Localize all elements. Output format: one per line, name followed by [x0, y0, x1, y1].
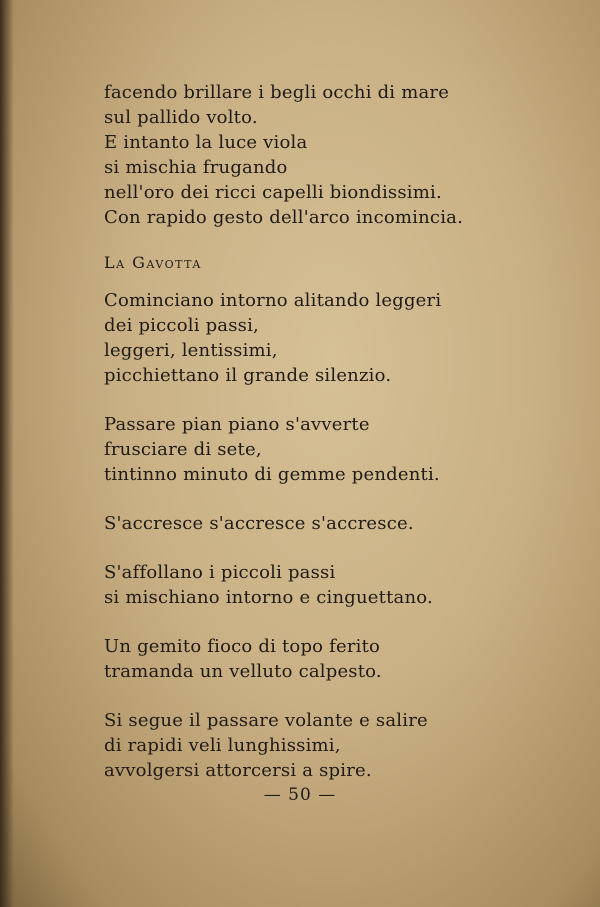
verse-line: tramanda un velluto calpesto. [104, 661, 382, 682]
stanza-3 [104, 511, 564, 536]
stanza-2 [104, 412, 564, 487]
page-number: — 50 — [263, 785, 337, 805]
verse-line: S'accresce s'accresce s'accresce. [104, 513, 414, 534]
verse-line: si mischia frugando [104, 157, 288, 178]
verse-line: Passare pian piano s'avverte [104, 414, 370, 435]
section-title: La Gavotta [104, 253, 202, 272]
stanza-6 [104, 708, 564, 783]
verse-line: si mischiano intorno e cinguettano. [104, 587, 433, 608]
verse-line: Un gemito fioco di topo ferito [104, 636, 381, 657]
stanza-1 [104, 288, 564, 388]
verse-line: di rapidi veli lunghissimi, [104, 735, 341, 756]
verse-line: S'affollano i piccoli passi [104, 562, 336, 583]
book-page [104, 80, 564, 807]
stanza-5 [104, 634, 564, 684]
page-binding-shadow [0, 0, 14, 907]
verse-line: tintinno minuto di gemme pendenti. [104, 464, 440, 485]
verse-line: Con rapido gesto dell'arco incomincia. [104, 207, 464, 228]
verse-line: avvolgersi attorcersi a spire. [104, 760, 372, 781]
verse-line: dei piccoli passi, [104, 315, 259, 336]
stanza-4 [104, 560, 564, 610]
verse-line: nell'oro dei ricci capelli biondissimi. [104, 182, 442, 203]
verse-line: picchiettano il grande silenzio. [104, 365, 392, 386]
verse-line: frusciare di sete, [104, 439, 262, 460]
verse-line: sul pallido volto. [104, 107, 258, 128]
opening-stanza [104, 80, 564, 230]
verse-line: Cominciano intorno alitando leggeri [104, 290, 442, 311]
verse-line: Si segue il passare volante e salire [104, 710, 428, 731]
verse-line: leggeri, lentissimi, [104, 340, 278, 361]
verse-line: facendo brillare i begli occhi di mare [104, 82, 450, 103]
verse-line: E intanto la luce viola [104, 132, 308, 153]
